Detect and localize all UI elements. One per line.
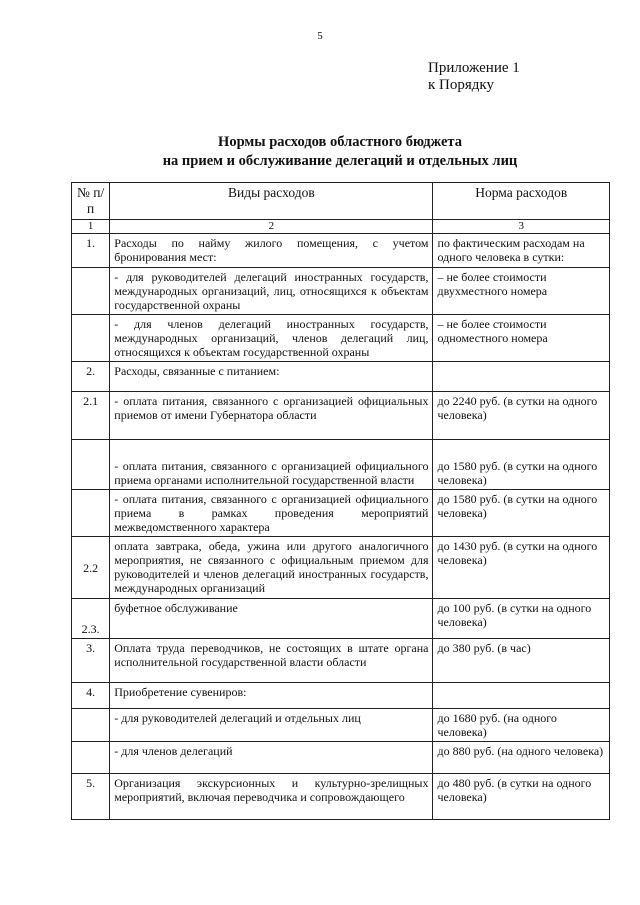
row-num	[72, 440, 110, 490]
row-type: - для руководителей делегаций иностранных государств, международных организаций, лиц, относящихся к объектам государственной охраны	[110, 268, 433, 315]
row-type: Расходы, связанные с питанием:	[110, 362, 433, 392]
table-row	[72, 774, 610, 820]
document-title	[0, 133, 640, 171]
appendix-line-1: Приложение 1	[428, 60, 520, 76]
table-row	[72, 362, 610, 392]
row-num: 2.	[72, 362, 110, 392]
table-row	[72, 234, 610, 268]
row-norm: до 380 руб. (в час)	[433, 639, 610, 683]
table-row	[72, 440, 610, 490]
appendix-label	[428, 60, 520, 94]
table-row	[72, 683, 610, 709]
row-norm: – не более стоимости двухместного номера	[433, 268, 610, 315]
row-norm: до 100 руб. (в сутки на одного человека)	[433, 599, 610, 639]
row-num: 5.	[72, 774, 110, 820]
row-type: - для членов делегаций иностранных государств, международных организаций, членов делегаций лиц, относящихся к объектам государственной охраны	[110, 315, 433, 362]
row-type: Организация экскурсионных и культурно-зрелищных мероприятий, включая переводчика и сопровождающего	[110, 774, 433, 820]
row-type: Оплата труда переводчиков, не состоящих в штате органа исполнительной государственной власти области	[110, 639, 433, 683]
row-norm: до 880 руб. (на одного человека)	[433, 742, 610, 774]
header-norm: Норма расходов	[433, 183, 610, 220]
col-number: 1	[72, 220, 110, 234]
table-row	[72, 392, 610, 440]
row-num	[72, 490, 110, 537]
row-type: Приобретение сувениров:	[110, 683, 433, 709]
row-type: - оплата питания, связанного с организацией официальных приемов от имени Губернатора области	[110, 392, 433, 440]
header-num: № п/п	[72, 183, 110, 220]
appendix-line-2: к Порядку	[428, 77, 494, 93]
row-num	[72, 709, 110, 742]
row-type: оплата завтрака, обеда, ужина или другого аналогичного мероприятия, не связанного с официальным приемом для руководителей и членов делегаций иностранных государств, международных организаций	[110, 537, 433, 599]
row-norm: до 1580 руб. (в сутки на одного человека)	[433, 490, 610, 537]
row-num	[72, 268, 110, 315]
row-norm	[433, 683, 610, 709]
row-num: 2.2	[72, 537, 110, 599]
title-line-1: Нормы расходов областного бюджета	[218, 134, 462, 150]
row-num: 2.1	[72, 392, 110, 440]
row-num: 4.	[72, 683, 110, 709]
row-norm	[433, 362, 610, 392]
row-type: Расходы по найму жилого помещения, с учетом бронирования мест:	[110, 234, 433, 268]
table-row	[72, 537, 610, 599]
row-type: - оплата питания, связанного с организацией официального приема в рамках проведения мероприятий межведомственного характера	[110, 490, 433, 537]
row-num	[72, 742, 110, 774]
col-number: 3	[433, 220, 610, 234]
row-norm: до 480 руб. (в сутки на одного человека)	[433, 774, 610, 820]
row-norm: до 1430 руб. (в сутки на одного человека)	[433, 537, 610, 599]
table-row	[72, 315, 610, 362]
table-row	[72, 599, 610, 639]
row-norm: до 2240 руб. (в сутки на одного человека)	[433, 392, 610, 440]
table-row	[72, 742, 610, 774]
table-row	[72, 639, 610, 683]
page-number: 5	[317, 30, 323, 42]
table-header-row	[72, 183, 610, 220]
table-row	[72, 268, 610, 315]
table-row	[72, 490, 610, 537]
row-num: 3.	[72, 639, 110, 683]
row-norm: до 1580 руб. (в сутки на одного человека)	[433, 440, 610, 490]
row-type: буфетное обслуживание	[110, 599, 433, 639]
row-norm: – не более стоимости одноместного номера	[433, 315, 610, 362]
expense-norms-table	[71, 182, 610, 820]
row-norm: до 1680 руб. (на одного человека)	[433, 709, 610, 742]
row-type: - для руководителей делегаций и отдельных лиц	[110, 709, 433, 742]
header-type: Виды расходов	[110, 183, 433, 220]
column-number-row	[72, 220, 610, 234]
row-num: 1.	[72, 234, 110, 268]
row-num	[72, 315, 110, 362]
title-line-2: на прием и обслуживание делегаций и отдельных лиц	[162, 153, 518, 169]
col-number: 2	[110, 220, 433, 234]
row-type: - оплата питания, связанного с организацией официального приема органами исполнительной государственной власти	[110, 440, 433, 490]
table-row	[72, 709, 610, 742]
row-type: - для членов делегаций	[110, 742, 433, 774]
row-norm: по фактическим расходам на одного человека в сутки:	[433, 234, 610, 268]
row-num: 2.3.	[72, 599, 110, 639]
